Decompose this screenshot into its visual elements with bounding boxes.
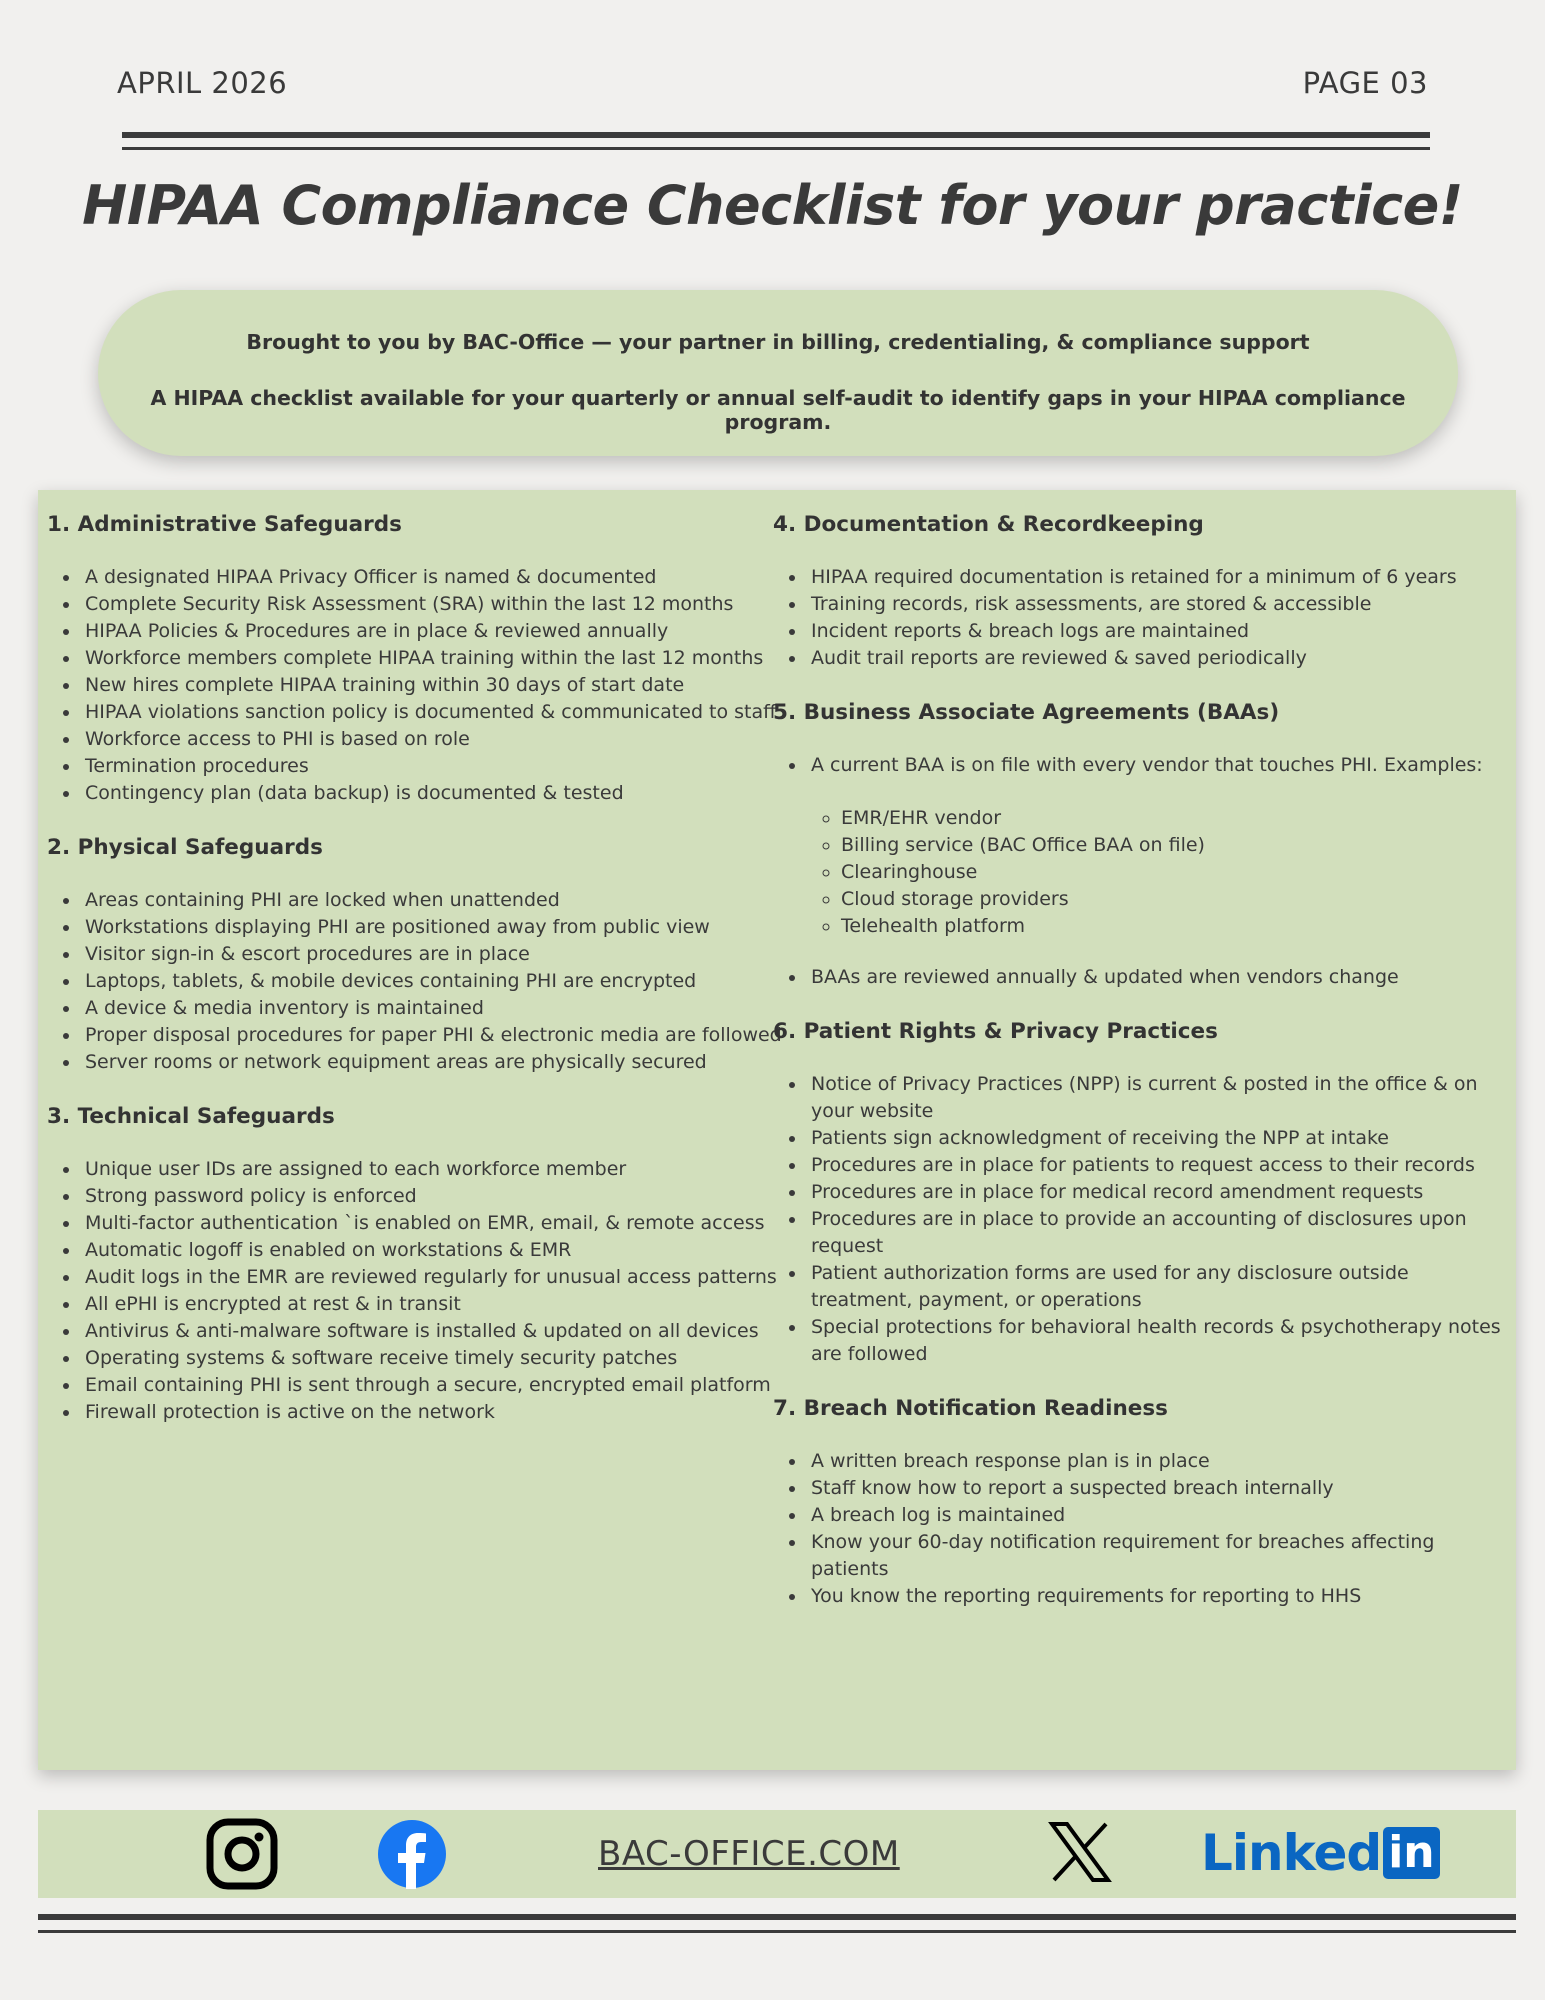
checklist-item: • Visitor sign-in & escort procedures are in place [81,941,782,968]
checklist-item: • Unique user IDs are assigned to each workforce member [81,1156,782,1183]
checklist-item: • HIPAA Policies & Procedures are in place & reviewed annually [81,618,782,645]
checklist-item: • Procedures are in place for patients to request access to their records [807,1152,1503,1179]
checklist [773,752,1503,991]
examples-wrapper [769,805,1503,940]
checklist-item: • Special protections for behavioral health records & psychotherapy notes are followed [807,1314,1503,1368]
checklist-item: • Patients sign acknowledgment of receiving the NPP at intake [807,1125,1503,1152]
checklist-panel [38,490,1516,1770]
checklist-item: • Workforce members complete HIPAA training within the last 12 months [81,645,782,672]
checklist [773,1448,1503,1610]
checklist [773,564,1503,672]
intro-banner [98,290,1458,456]
checklist-item: • Antivirus & anti-malware software is installed & updated on all devices [81,1318,782,1345]
checklist-left-column [47,510,782,1452]
section-title: 4. Documentation & Recordkeeping [773,512,1204,537]
section-baa [773,698,1503,991]
section-title: 1. Administrative Safeguards [47,512,402,537]
section-title: 6. Patient Rights & Privacy Practices [773,1019,1218,1044]
checklist-item: • Server rooms or network equipment areas are physically secured [81,1049,782,1076]
social-footer [38,1810,1516,1898]
section-patient-rights [773,1017,1503,1368]
checklist-item: • Areas containing PHI are locked when unattended [81,887,782,914]
checklist-item: • Audit logs in the EMR are reviewed regularly for unusual access patterns [81,1264,782,1291]
checklist-item: • Incident reports & breach logs are maintained [807,618,1503,645]
section-title: 7. Breach Notification Readiness [773,1396,1168,1421]
linkedin-box: in [1383,1827,1439,1879]
checklist-item: • A written breach response plan is in place [807,1448,1503,1475]
instagram-icon[interactable] [206,1818,278,1890]
vendor-example: ◦ EMR/EHR vendor [841,805,1503,832]
vendor-example: ◦ Clearinghouse [841,859,1503,886]
section-title: 3. Technical Safeguards [47,1104,335,1129]
checklist-item: • Know your 60-day notification requirement for breaches affecting patients [807,1529,1503,1583]
vendor-example: ◦ Billing service (BAC Office BAA on file) [841,832,1503,859]
checklist-item: • New hires complete HIPAA training within 30 days of start date [81,672,782,699]
checklist-item: • Notice of Privacy Practices (NPP) is current & posted in the office & on your website [807,1071,1503,1125]
x-icon[interactable] [1048,1820,1112,1884]
checklist-item: • A breach log is maintained [807,1502,1503,1529]
section-documentation [773,510,1503,672]
vendor-examples-list [769,805,1503,940]
vendor-example: ◦ Cloud storage providers [841,886,1503,913]
checklist-item: • Proper disposal procedures for paper PHI & electronic media are followed [81,1022,782,1049]
checklist-item: • Audit trail reports are reviewed & saved periodically [807,645,1503,672]
vendor-example: ◦ Telehealth platform [841,913,1503,940]
checklist-item: • Staff know how to report a suspected breach internally [807,1475,1503,1502]
checklist-item: • Workstations displaying PHI are positioned away from public view [81,914,782,941]
checklist-item: • Procedures are in place for medical record amendment requests [807,1179,1503,1206]
checklist-item: • Automatic logoff is enabled on workstations & EMR [81,1237,782,1264]
checklist-item: • HIPAA required documentation is retained for a minimum of 6 years [807,564,1503,591]
section-administrative [47,510,782,807]
section-title: 5. Business Associate Agreements (BAAs) [773,700,1280,725]
banner-line-2: A HIPAA checklist available for your quarterly or annual self-audit to identify gaps in your HIPAA compliance program. [150,386,1406,434]
checklist-item: • You know the reporting requirements for reporting to HHS [807,1583,1503,1610]
checklist-item: • Firewall protection is active on the network [81,1399,782,1426]
facebook-icon[interactable] [377,1819,447,1889]
checklist-item: • All ePHI is encrypted at rest & in transit [81,1291,782,1318]
checklist [773,1071,1503,1368]
website-link[interactable]: BAC-OFFICE.COM [598,1834,900,1874]
checklist-item: • BAAs are reviewed annually & updated when vendors change [807,964,1503,991]
footer-rule-thin [38,1930,1516,1933]
checklist-item: • Complete Security Risk Assessment (SRA) within the last 12 months [81,591,782,618]
linkedin-wordmark: Linked [1201,1824,1382,1882]
checklist [47,564,782,807]
checklist-item: • Contingency plan (data backup) is documented & tested [81,780,782,807]
linkedin-icon[interactable] [1201,1824,1440,1884]
header-rule-thin [122,147,1430,150]
checklist-item: • Procedures are in place to provide an accounting of disclosures upon request [807,1206,1503,1260]
checklist-item: • A current BAA is on file with every vendor that touches PHI. Examples: [807,752,1503,779]
checklist [47,1156,782,1426]
header-rule-thick [122,132,1430,138]
page-title: HIPAA Compliance Checklist for your practice! [82,174,1463,237]
checklist-item: • Patient authorization forms are used for any disclosure outside treatment, payment, or operations [807,1260,1503,1314]
header-page-number: PAGE 03 [1302,66,1428,100]
checklist-item: • Training records, risk assessments, are stored & accessible [807,591,1503,618]
banner-line-1: Brought to you by BAC-Office — your partner in billing, credentialing, & compliance support [246,330,1310,354]
checklist-item: • Workforce access to PHI is based on role [81,726,782,753]
footer-rule-thick [38,1914,1516,1920]
section-title: 2. Physical Safeguards [47,835,323,860]
section-breach [773,1394,1503,1610]
checklist-item: • Termination procedures [81,753,782,780]
header-date: APRIL 2026 [117,66,288,100]
checklist-right-column [773,510,1503,1636]
checklist-item: • HIPAA violations sanction policy is documented & communicated to staff [81,699,782,726]
checklist-item: • Multi-factor authentication `is enabled on EMR, email, & remote access [81,1210,782,1237]
section-physical [47,833,782,1076]
section-technical [47,1102,782,1426]
checklist-item: • A designated HIPAA Privacy Officer is named & documented [81,564,782,591]
checklist-item: • Operating systems & software receive timely security patches [81,1345,782,1372]
checklist-item: • Email containing PHI is sent through a secure, encrypted email platform [81,1372,782,1399]
checklist [47,887,782,1076]
checklist-item: • A device & media inventory is maintained [81,995,782,1022]
checklist-item: • Strong password policy is enforced [81,1183,782,1210]
checklist-item: • Laptops, tablets, & mobile devices containing PHI are encrypted [81,968,782,995]
